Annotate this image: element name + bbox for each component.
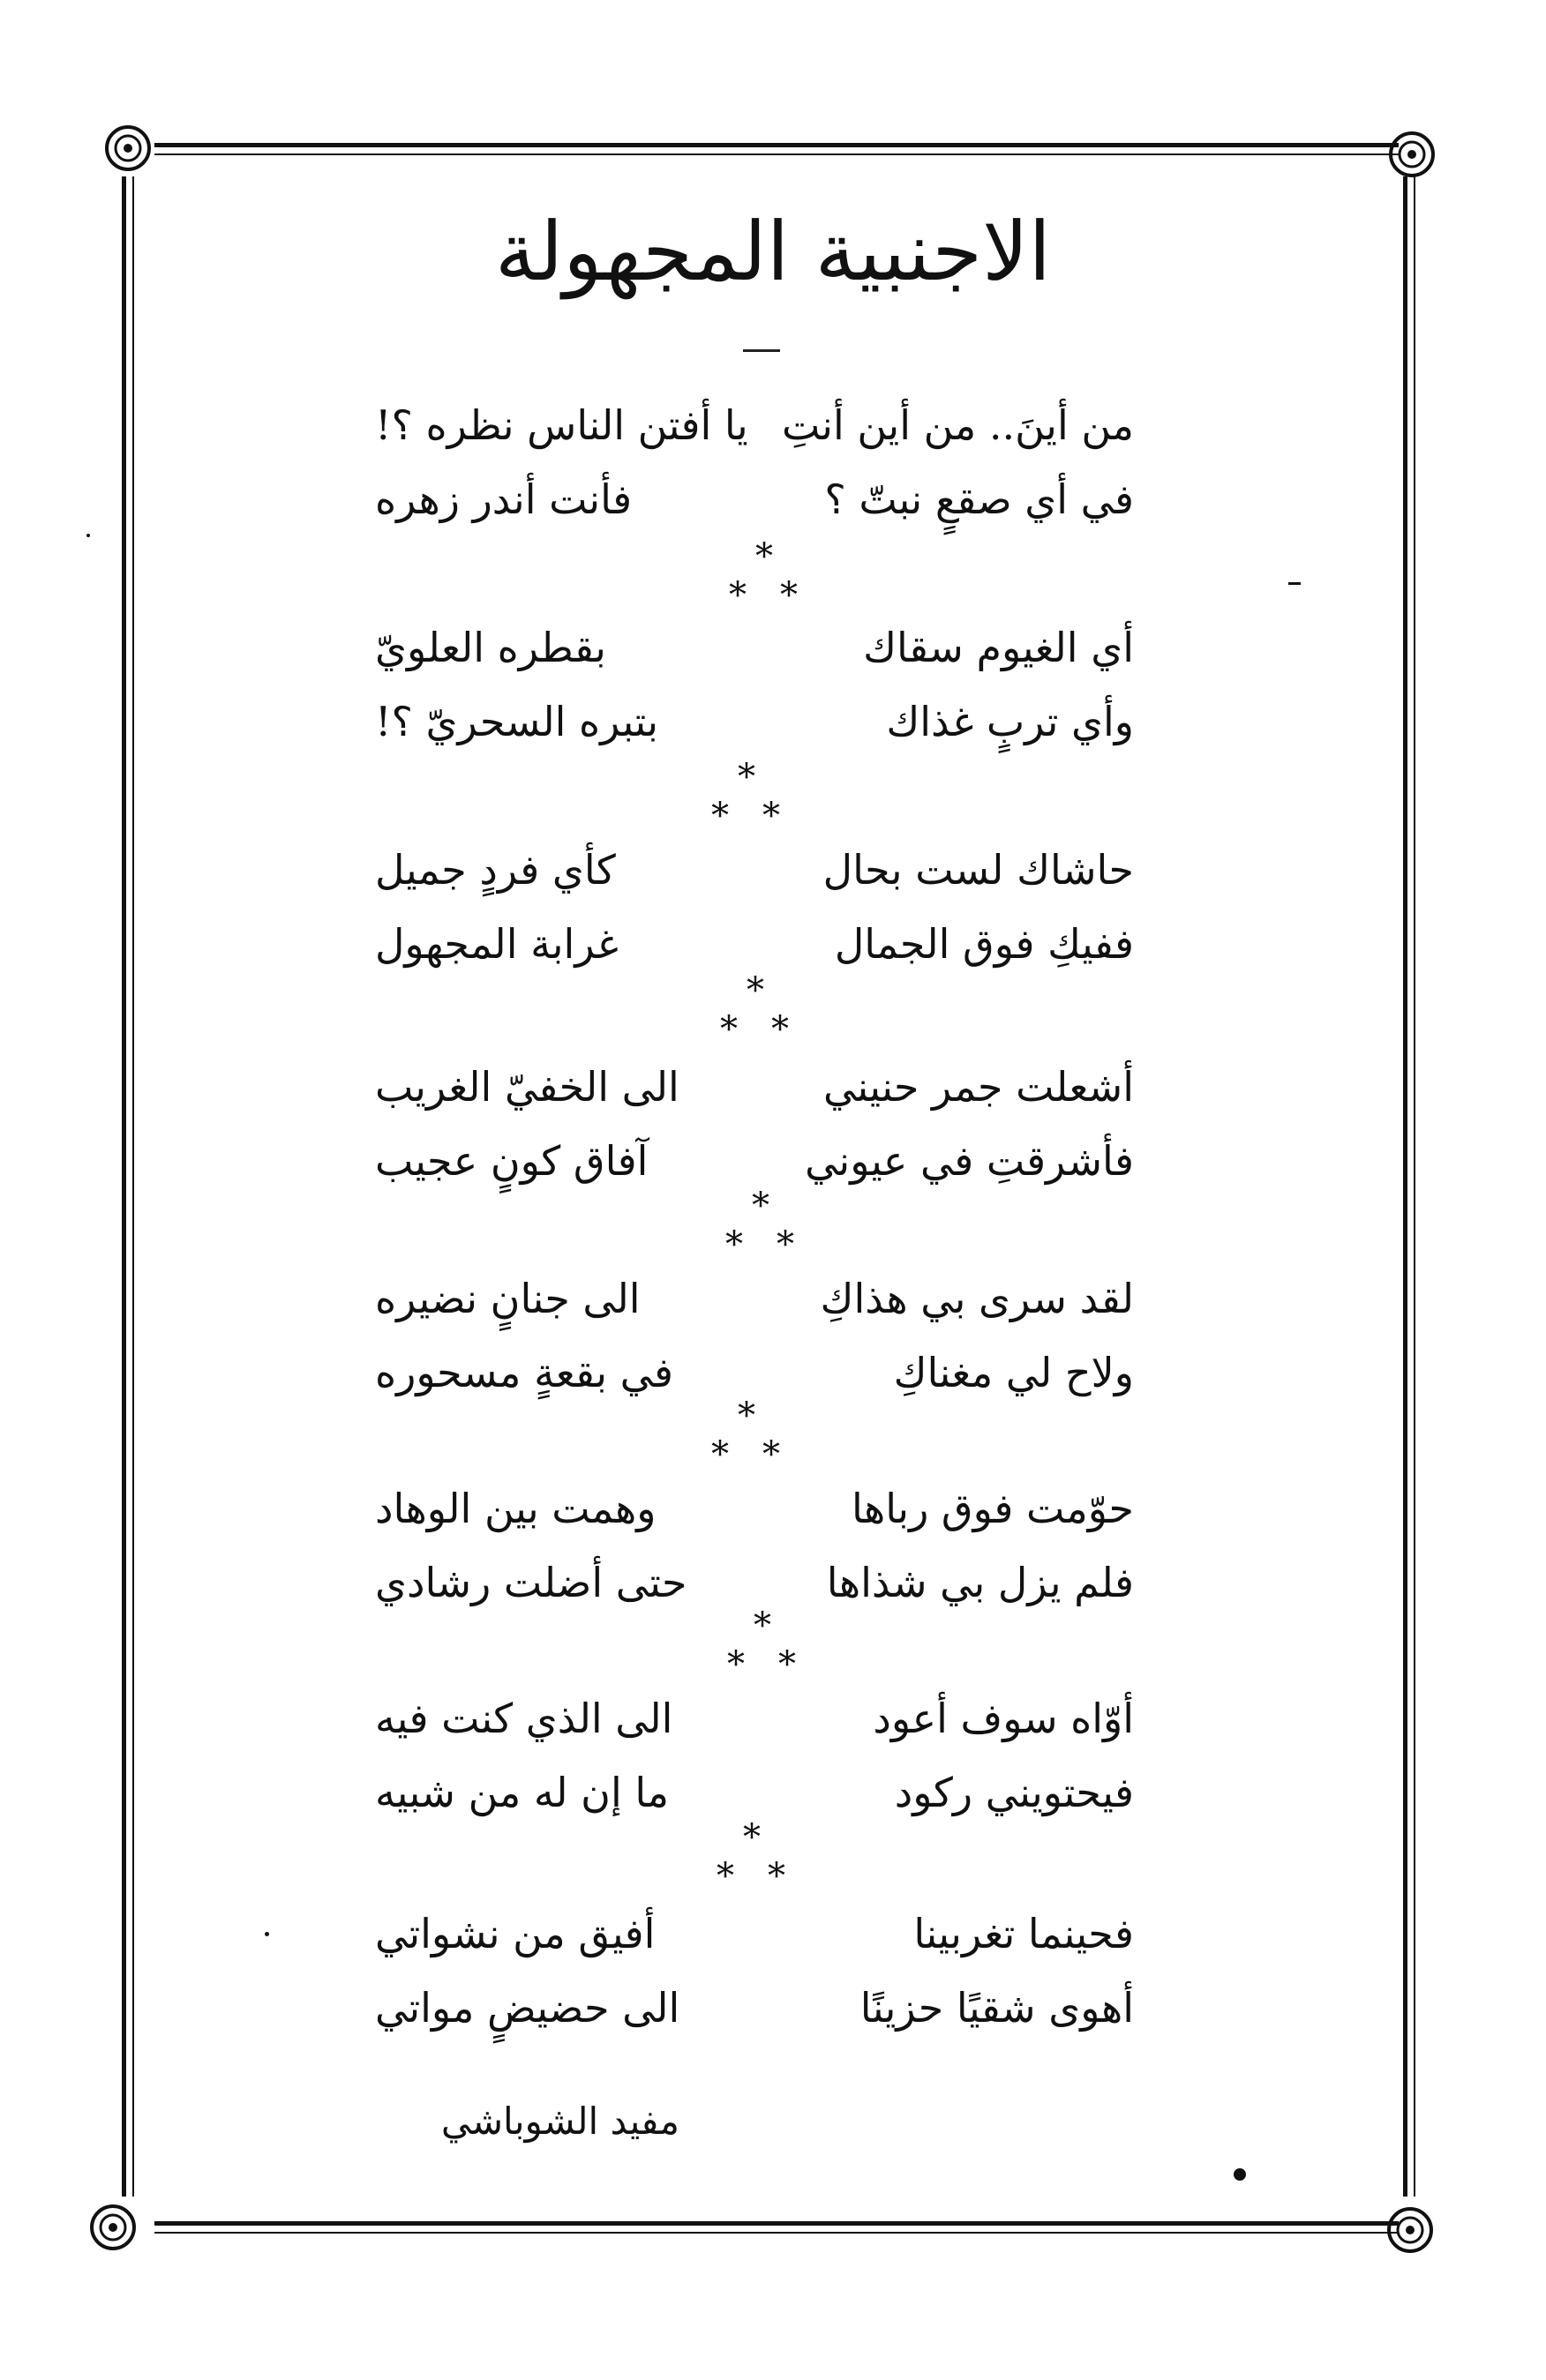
hemistich-second: الى جنانٍ نضيره <box>375 1275 641 1322</box>
hemistich-first: من أينَ.. من أين أنتِ <box>782 401 1134 449</box>
scan-speck <box>1234 2168 1246 2181</box>
hemistich-second: في بقعةٍ مسحوره <box>375 1349 673 1396</box>
stanza-1 <box>375 388 1134 536</box>
corner-rosette-icon <box>1387 130 1437 179</box>
hemistich-first: أشعلت جمر حنيني <box>823 1063 1134 1111</box>
stanza-2 <box>375 610 1134 759</box>
corner-rosette-icon <box>103 123 153 173</box>
frame-bottom-line <box>154 2221 1399 2226</box>
verse-line <box>375 833 1134 907</box>
stanza-3 <box>375 833 1134 981</box>
hemistich-first: لقد سرى بي هذاكِ <box>820 1275 1134 1322</box>
hemistich-second: ما إن له من شبيه <box>375 1769 670 1816</box>
hemistich-first: ففيكِ فوق الجمال <box>834 920 1134 968</box>
frame-right-line-inner <box>1414 176 1415 2197</box>
stanza-separator: * * * <box>725 1186 794 1265</box>
hemistich-first: فحينما تغربينا <box>913 1910 1134 1957</box>
corner-rosette-icon <box>1385 2205 1435 2255</box>
frame-right-line <box>1403 176 1407 2197</box>
verse-line <box>375 1050 1134 1124</box>
frame-left-line <box>122 176 126 2197</box>
frame-left-line-inner <box>132 176 134 2197</box>
stanza-separator: * * * <box>720 970 789 1050</box>
hemistich-second: بقطره العلويّ <box>375 624 606 671</box>
hemistich-first: فأشرقتِ في عيوني <box>805 1137 1134 1185</box>
stanza-4 <box>375 1050 1134 1198</box>
frame-top-line-inner <box>154 153 1399 155</box>
hemistich-second: أفيق من نشواتي <box>375 1910 656 1957</box>
hemistich-second: الى الخفيّ الغريب <box>375 1063 679 1111</box>
verse-line <box>375 1681 1134 1755</box>
hemistich-second: فأنت أندر زهره <box>375 475 633 523</box>
hemistich-first: فيحتويني ركود <box>894 1769 1134 1816</box>
hemistich-first: في أي صقعٍ نبتّ ؟ <box>824 475 1134 523</box>
scan-speck <box>1288 582 1301 585</box>
verse-line <box>375 1897 1134 1971</box>
stanza-6 <box>375 1471 1134 1620</box>
hemistich-first: أهوى شقيًا حزينًا <box>859 1984 1134 2032</box>
hemistich-second: وهمت بين الوهاد <box>375 1485 657 1532</box>
poem-title: الاجنبية المجهولة <box>494 205 1052 299</box>
stanza-7 <box>375 1681 1134 1830</box>
verse-line <box>375 685 1134 759</box>
stanza-5 <box>375 1261 1134 1410</box>
title-separator <box>743 349 780 352</box>
frame-bottom-line-inner <box>154 2232 1399 2234</box>
hemistich-second: الى حضيضٍ مواتي <box>375 1984 680 2032</box>
hemistich-first: حاشاك لست بحال <box>822 846 1134 894</box>
stanza-8 <box>375 1897 1134 2045</box>
author-signature: مفيد الشوباشي <box>440 2099 679 2143</box>
verse-line <box>375 462 1134 536</box>
hemistich-second: يا أفتن الناس نظره ؟! <box>375 401 748 449</box>
hemistich-first: أي الغيوم سقاك <box>863 624 1134 671</box>
verse-line <box>375 610 1134 685</box>
hemistich-second: حتى أضلت رشادي <box>375 1559 687 1606</box>
verse-line <box>375 1471 1134 1546</box>
verse-line <box>375 388 1134 462</box>
stanza-separator: * * * <box>711 1396 780 1475</box>
hemistich-first: أوّاه سوف أعود <box>873 1695 1134 1742</box>
scan-speck <box>265 1932 269 1936</box>
hemistich-first: ولاح لي مغناكِ <box>893 1349 1134 1396</box>
scan-speck <box>86 534 90 537</box>
hemistich-second: الى الذي كنت فيه <box>375 1695 673 1742</box>
stanza-separator: * * * <box>711 757 780 836</box>
hemistich-second: آفاق كونٍ عجيب <box>375 1137 649 1185</box>
stanza-separator: * * * <box>717 1817 785 1897</box>
hemistich-first: حوّمت فوق رباها <box>851 1485 1134 1532</box>
frame-top-line <box>154 143 1399 147</box>
verse-line <box>375 1261 1134 1336</box>
hemistich-first: فلم يزل بي شذاها <box>826 1559 1134 1606</box>
hemistich-first: وأي تربٍ غذاك <box>886 698 1134 745</box>
hemistich-second: بتبره السحريّ ؟! <box>375 698 659 745</box>
hemistich-second: غرابة المجهول <box>375 920 619 968</box>
stanza-separator: * * * <box>729 536 798 616</box>
stanza-separator: * * * <box>727 1605 796 1685</box>
corner-rosette-icon <box>88 2203 138 2252</box>
verse-line <box>375 1971 1134 2045</box>
hemistich-second: كأي فردٍ جميل <box>375 846 616 894</box>
